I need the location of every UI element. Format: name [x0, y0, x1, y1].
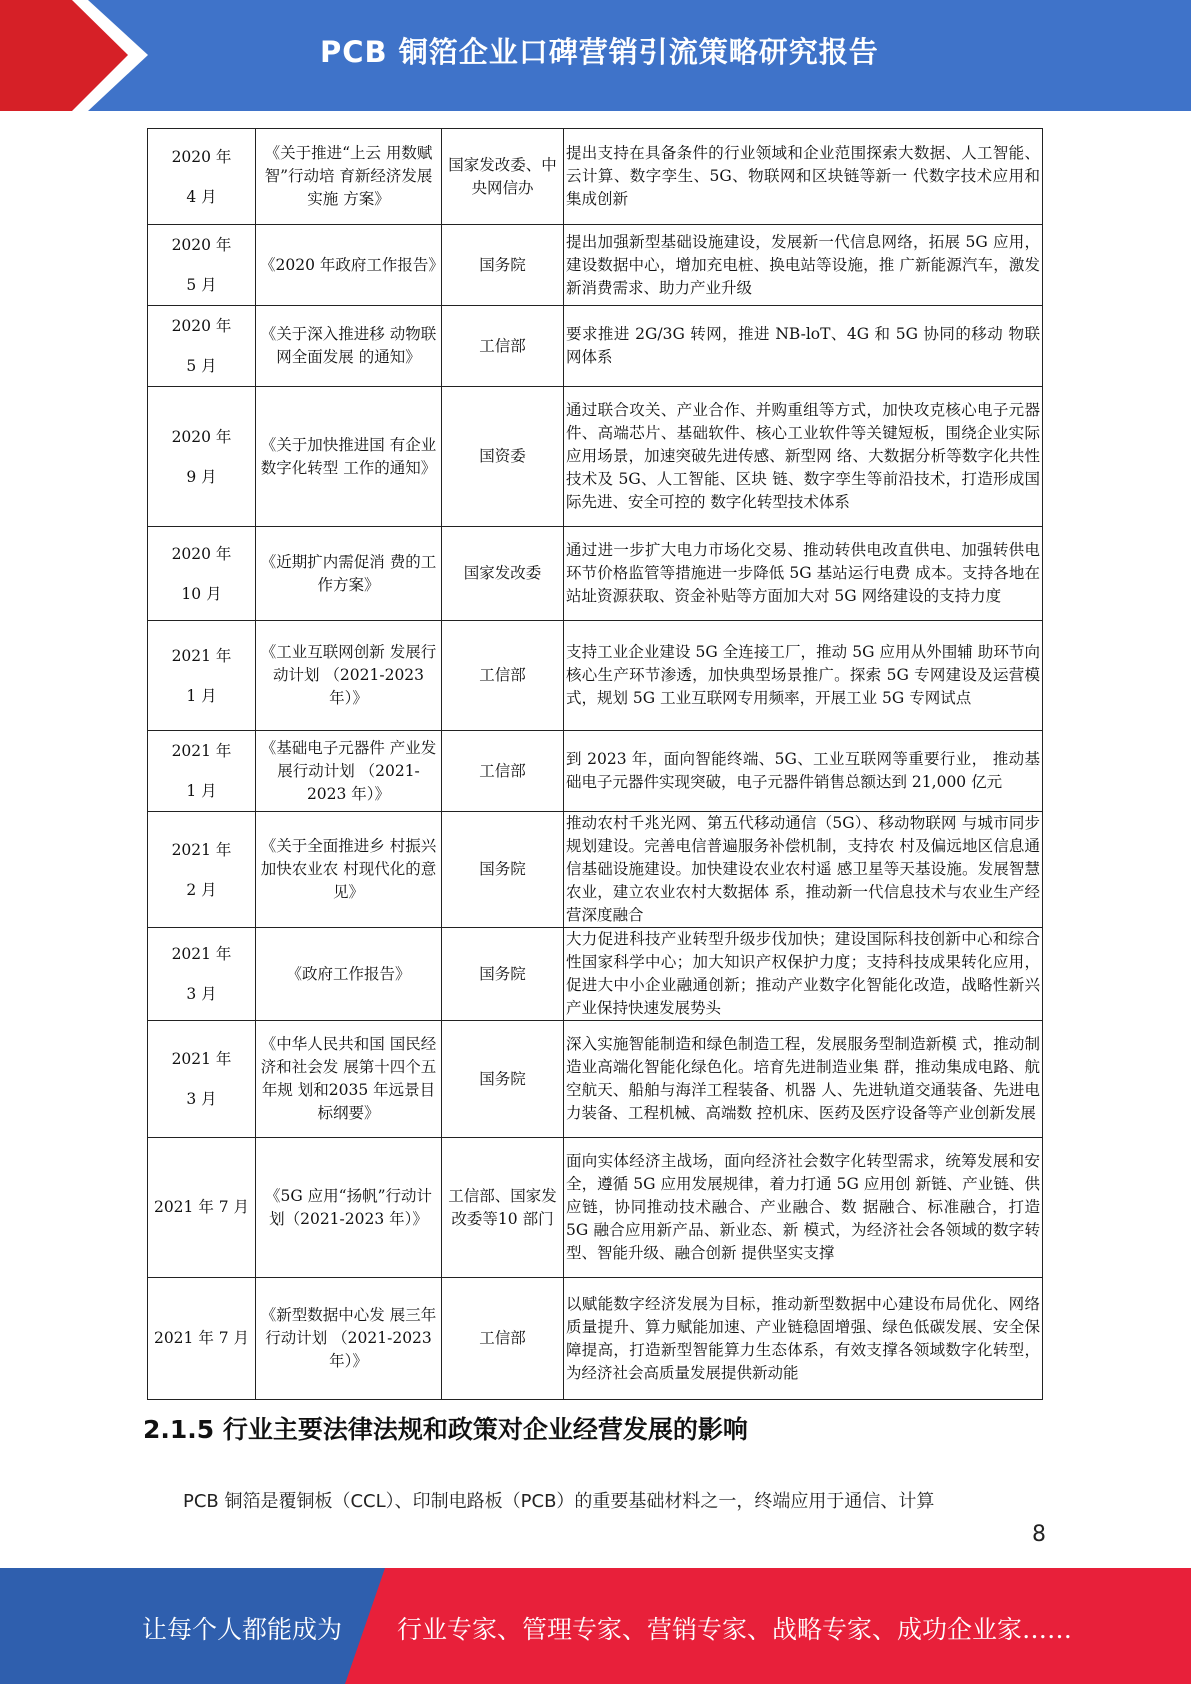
table-cell-date: 2021 年 1 月 [148, 621, 256, 731]
table-cell-content: 大力促进科技产业转型升级步伐加快；建设国际科技创新中心和综合性国家科学中心；加大知识产权保护力度；支持科技成果转化应用，促进大中小企业融通创新；推动产业数字化智能化改造，战略性新兴产业保持快速发展势头 [564, 928, 1043, 1021]
table-cell-date: 2021 年 3 月 [148, 928, 256, 1021]
table-cell-department: 国家发改委、中央网信办 [442, 129, 564, 225]
table-cell-department: 国家发改委 [442, 527, 564, 621]
table-cell-content: 提出支持在具备条件的行业领域和企业范围探索大数据、人工智能、云计算、数字孪生、5G、物联网和区块链等新一 代数字技术应用和集成创新 [564, 129, 1043, 225]
table-cell-date: 2020 年 9 月 [148, 387, 256, 527]
table-row [148, 387, 1043, 527]
footer-slogan-right: 行业专家、管理专家、营销专家、战略专家、成功企业家…… [397, 1615, 1073, 1644]
table-cell-department: 工信部 [442, 731, 564, 812]
table-cell-document: 《基础电子元器件 产业发展行动计划 （2021-2023 年）》 [256, 731, 442, 812]
table-cell-document: 《中华人民共和国 国民经济和社会发 展第十四个五年规 划和2035 年远景目 标纲要》 [256, 1021, 442, 1138]
table-cell-content: 要求推进 2G/3G 转网，推进 NB-loT、4G 和 5G 协同的移动 物联网体系 [564, 306, 1043, 387]
section-heading: 2.1.5 行业主要法律法规和政策对企业经营发展的影响 [143, 1415, 748, 1444]
table-cell-document: 《关于推进“上云 用数赋智”行动培 育新经济发展实施 方案》 [256, 129, 442, 225]
table-row [148, 812, 1043, 928]
table-row [148, 129, 1043, 225]
table-cell-document: 《工业互联网创新 发展行动计划 （2021-2023 年）》 [256, 621, 442, 731]
table-cell-document: 《近期扩内需促消 费的工作方案》 [256, 527, 442, 621]
table-cell-document: 《政府工作报告》 [256, 928, 442, 1021]
footer-slogan-left: 让每个人都能成为 [142, 1615, 343, 1644]
table-cell-document: 《关于全面推进乡 村振兴加快农业农 村现代化的意见》 [256, 812, 442, 928]
table-cell-department: 国务院 [442, 928, 564, 1021]
table-row [148, 731, 1043, 812]
table-cell-content: 面向实体经济主战场，面向经济社会数字化转型需求，统筹发展和安全，遵循 5G 应用发展规律，着力打通 5G 应用创 新链、产业链、供应链，协同推动技术融合、产业融合、数 据融合、标准融合，打造 5G 融合应用新产品、新业态、新 模式，为经济社会各领域的数字转型、智能升级、融合创新 提供坚实支撑 [564, 1138, 1043, 1278]
page-header [0, 0, 1191, 111]
table-cell-content: 提出加强新型基础设施建设，发展新一代信息网络，拓展 5G 应用，建设数据中心，增加充电桩、换电站等设施，推 广新能源汽车，激发新消费需求、助力产业升级 [564, 225, 1043, 306]
table-cell-content: 到 2023 年，面向智能终端、5G、工业互联网等重要行业， 推动基础电子元器件实现突破，电子元器件销售总额达到 21,000 亿元 [564, 731, 1043, 812]
policy-table [147, 128, 1043, 1400]
body-paragraph: PCB 铜箔是覆铜板（CCL）、印制电路板（PCB）的重要基础材料之一，终端应用于通信、计算 [183, 1491, 935, 1512]
table-cell-department: 工信部、国家发改委等10 部门 [442, 1138, 564, 1278]
table-cell-content: 推动农村千兆光网、第五代移动通信（5G）、移动物联网 与城市同步规划建设。完善电信普遍服务补偿机制，支持农 村及偏远地区信息通信基础设施建设。加快建设农业农村遥 感卫星等天基设施。发展智慧农业，建立农业农村大数据体 系，推动新一代信息技术与农业生产经营深度融合 [564, 812, 1043, 928]
table-cell-date: 2020 年 4 月 [148, 129, 256, 225]
table-cell-date: 2021 年 2 月 [148, 812, 256, 928]
table-cell-date: 2021 年 1 月 [148, 731, 256, 812]
table-row [148, 1021, 1043, 1138]
table-cell-content: 通过进一步扩大电力市场化交易、推动转供电改直供电、加强转供电环节价格监管等措施进一步降低 5G 基站运行电费 成本。支持各地在站址资源获取、资金补贴等方面加大对 5G 网络建设的支持力度 [564, 527, 1043, 621]
table-cell-department: 工信部 [442, 621, 564, 731]
table-cell-date: 2020 年 10 月 [148, 527, 256, 621]
table-row [148, 225, 1043, 306]
table-row [148, 928, 1043, 1021]
table-cell-date: 2020 年 5 月 [148, 306, 256, 387]
page-number: 8 [1032, 1522, 1046, 1547]
report-title: PCB 铜箔企业口碑营销引流策略研究报告 [320, 35, 879, 69]
table-cell-document: 《5G 应用“扬帆”行动计划（2021-2023 年）》 [256, 1138, 442, 1278]
table-cell-content: 以赋能数字经济发展为目标，推动新型数据中心建设布局优化、网络质量提升、算力赋能加速、产业链稳固增强、绿色低碳发展、安全保障提高，打造新型智能算力生态体系，有效支撑各领域数字化转型，为经济社会高质量发展提供新动能 [564, 1278, 1043, 1400]
table-cell-content: 通过联合攻关、产业合作、并购重组等方式，加快攻克核心电子元器件、高端芯片、基础软件、核心工业软件等关键短板，围绕企业实际应用场景，加速突破先进传感、新型网 络、大数据分析等数字化共性技术及 5G、人工智能、区块 链、数字孪生等前沿技术，打造形成国际先进、安全可控的 数字化转型技术体系 [564, 387, 1043, 527]
table-cell-department: 国资委 [442, 387, 564, 527]
table-cell-document: 《关于深入推进移 动物联网全面发展 的通知》 [256, 306, 442, 387]
table-row [148, 1138, 1043, 1278]
table-cell-department: 工信部 [442, 1278, 564, 1400]
table-cell-content: 支持工业企业建设 5G 全连接工厂，推动 5G 应用从外围辅 助环节向核心生产环节渗透，加快典型场景推广。探索 5G 专网建设及运营模式，规划 5G 工业互联网专用频率，开展工业 5G 专网试点 [564, 621, 1043, 731]
table-row [148, 621, 1043, 731]
table-cell-content: 深入实施智能制造和绿色制造工程，发展服务型制造新模 式，推动制造业高端化智能化绿色化。培育先进制造业集 群，推动集成电路、航空航天、船舶与海洋工程装备、机器 人、先进轨道交通装备、先进电力装备、工程机械、高端数 控机床、医药及医疗设备等产业创新发展 [564, 1021, 1043, 1138]
table-cell-date: 2020 年 5 月 [148, 225, 256, 306]
table-cell-department: 国务院 [442, 225, 564, 306]
table-cell-department: 工信部 [442, 306, 564, 387]
table-cell-department: 国务院 [442, 1021, 564, 1138]
table-cell-document: 《关于加快推进国 有企业数字化转型 工作的通知》 [256, 387, 442, 527]
table-cell-document: 《新型数据中心发 展三年行动计划 （2021-2023 年）》 [256, 1278, 442, 1400]
table-cell-date: 2021 年 7 月 [148, 1138, 256, 1278]
table-cell-date: 2021 年 3 月 [148, 1021, 256, 1138]
table-cell-department: 国务院 [442, 812, 564, 928]
page-footer [0, 1568, 1191, 1684]
table-cell-document: 《2020 年政府工作报告》 [256, 225, 442, 306]
table-cell-date: 2021 年 7 月 [148, 1278, 256, 1400]
policy-table-body [148, 129, 1043, 1400]
table-row [148, 527, 1043, 621]
table-row [148, 306, 1043, 387]
table-row [148, 1278, 1043, 1400]
